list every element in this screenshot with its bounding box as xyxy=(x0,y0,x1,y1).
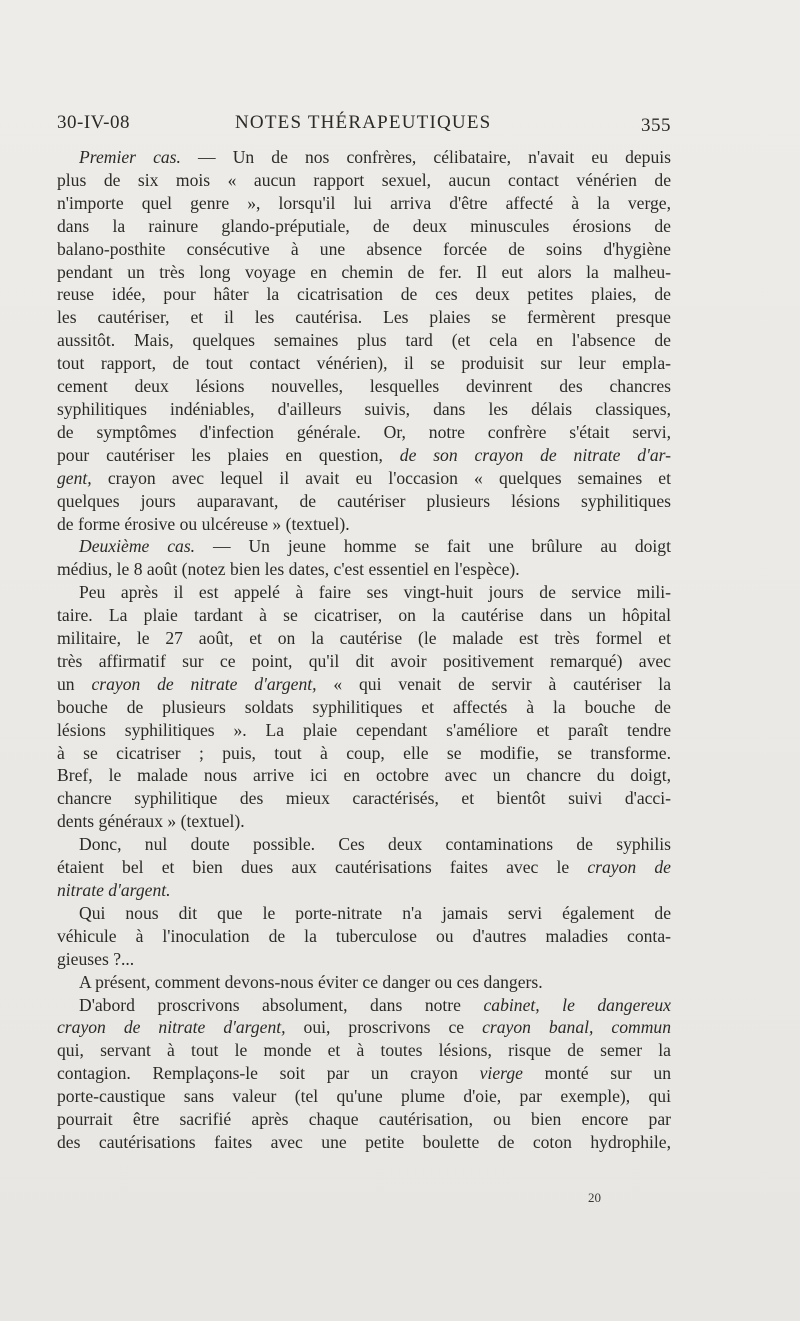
text-line: étaient bel et bien dues aux cautérisations faites avec le crayon de xyxy=(57,857,671,878)
paragraph-dabord xyxy=(57,994,671,1154)
page-number: 355 xyxy=(641,115,671,136)
issue-date: 30-IV-08 xyxy=(57,112,130,133)
text-line: Qui nous dit que le porte-nitrate n'a jamais servi également de xyxy=(79,902,671,923)
text-line: lésions syphilitiques ». La plaie cependant s'améliore et paraît tendre xyxy=(57,719,671,740)
page-header xyxy=(57,112,671,138)
text-line: pendant un très long voyage en chemin de fer. Il eut alors la malheu- xyxy=(57,261,671,282)
case-heading: Deuxième cas. xyxy=(79,536,196,557)
text-line: balano-posthite consécutive à une absence forcée de soins d'hygiène xyxy=(57,238,671,259)
text-line: des cautérisations faites avec une petite boulette de coton hydrophile, xyxy=(57,1131,671,1152)
text-line: gieuses ?... xyxy=(57,948,135,969)
text-line: de symptômes d'infection générale. Or, notre confrère s'était servi, xyxy=(57,421,671,442)
text-line: A présent, comment devons-nous éviter ce danger ou ces dangers. xyxy=(79,971,543,992)
text-line: dents généraux » (textuel). xyxy=(57,811,245,832)
text-line: syphilitiques indéniables, d'ailleurs suivis, dans les délais classiques, xyxy=(57,398,671,419)
running-title: NOTES THÉRAPEUTIQUES xyxy=(235,112,492,133)
text-line: Peu après il est appelé à faire ses vingt-huit jours de service mili- xyxy=(79,582,671,603)
paragraph-premier-cas xyxy=(57,146,671,535)
text-line: dans la rainure glando-préputiale, de deux minuscules érosions de xyxy=(57,215,671,236)
text-line: qui, servant à tout le monde et à toutes lésions, risque de semer la xyxy=(57,1040,671,1061)
paragraph-deuxieme-cas xyxy=(57,535,671,581)
text-line: médius, le 8 août (notez bien les dates, c'est essentiel en l'espèce). xyxy=(57,559,520,580)
text-line: tout rapport, de tout contact vénérien), il se produisit sur leur empla- xyxy=(57,353,671,374)
text-line: contagion. Remplaçons-le soit par un crayon vierge monté sur un xyxy=(57,1063,671,1084)
paragraph-a-present xyxy=(57,971,671,994)
text-line: plus de six mois « aucun rapport sexuel, aucun contact vénérien de xyxy=(57,169,671,190)
body-text xyxy=(57,146,671,1154)
text-line: chancre syphilitique des mieux caractérisés, et bientôt suivi d'acci- xyxy=(57,788,671,809)
text-line: pourrait être sacrifié après chaque cautérisation, ou bien encore par xyxy=(57,1109,671,1130)
text-line: très affirmatif sur ce point, qu'il dit avoir positivement remarqué) avec xyxy=(57,650,671,671)
text-line: à se cicatriser ; puis, tout à coup, elle se modifie, se transforme. xyxy=(57,742,671,763)
text-line: aussitôt. Mais, quelques semaines plus tard (et cela en l'absence de xyxy=(57,330,671,351)
case-heading: Premier cas. xyxy=(79,147,181,167)
text-line: taire. La plaie tardant à se cicatriser, on la cautérise dans un hôpital xyxy=(57,605,671,626)
text-line: bouche de plusieurs soldats syphilitiques et affectés à la bouche de xyxy=(57,696,671,717)
text-line: pour cautériser les plaies en question, de son crayon de nitrate d'ar- xyxy=(57,444,671,465)
text-line: reuse idée, pour hâter la cicatrisation de ces deux petites plaies, de xyxy=(57,284,671,305)
text-line: Deuxième cas. — Un jeune homme se fait une brûlure au doigt xyxy=(79,536,671,557)
paragraph-donc xyxy=(57,833,671,902)
text-line: les cautériser, et il les cautérisa. Les plaies se fermèrent presque xyxy=(57,307,671,328)
signature-mark: 20 xyxy=(588,1190,601,1205)
text-line: n'importe quel genre », lorsqu'il lui arriva d'être affecté à la verge, xyxy=(57,192,671,213)
text-line: un crayon de nitrate d'argent, « qui venait de servir à cautériser la xyxy=(57,673,672,694)
text-line: véhicule à l'inoculation de la tuberculose ou d'autres maladies conta- xyxy=(57,925,671,946)
text-line: crayon de nitrate d'argent, oui, proscrivons ce crayon banal, commun xyxy=(57,1017,671,1038)
text-line: militaire, le 27 août, et on la cautérise (le malade est très formel et xyxy=(57,628,671,649)
text-line: de forme érosive ou ulcéreuse » (textuel). xyxy=(57,513,350,534)
text-line: porte-caustique sans valeur (tel qu'une plume d'oie, par exemple), qui xyxy=(57,1086,671,1107)
text-line: quelques jours auparavant, de cautériser plusieurs lésions syphilitiques xyxy=(57,490,671,511)
text-line: Donc, nul doute possible. Ces deux contaminations de syphilis xyxy=(79,834,671,855)
text-line: Premier cas. — Un de nos confrères, célibataire, n'avait eu depuis xyxy=(79,147,672,167)
paragraph-porte-nitrate xyxy=(57,902,671,971)
text-line: nitrate d'argent. xyxy=(57,880,171,900)
text-line: D'abord proscrivons absolument, dans notre cabinet, le dangereux xyxy=(79,994,671,1015)
text-line: cement deux lésions nouvelles, lesquelles devinrent des chancres xyxy=(57,376,671,397)
paragraph-service-militaire xyxy=(57,581,671,833)
text-line: gent, crayon avec lequel il avait eu l'occasion « quelques semaines et xyxy=(57,467,671,488)
text-line: Bref, le malade nous arrive ici en octobre avec un chancre du doigt, xyxy=(57,765,671,786)
